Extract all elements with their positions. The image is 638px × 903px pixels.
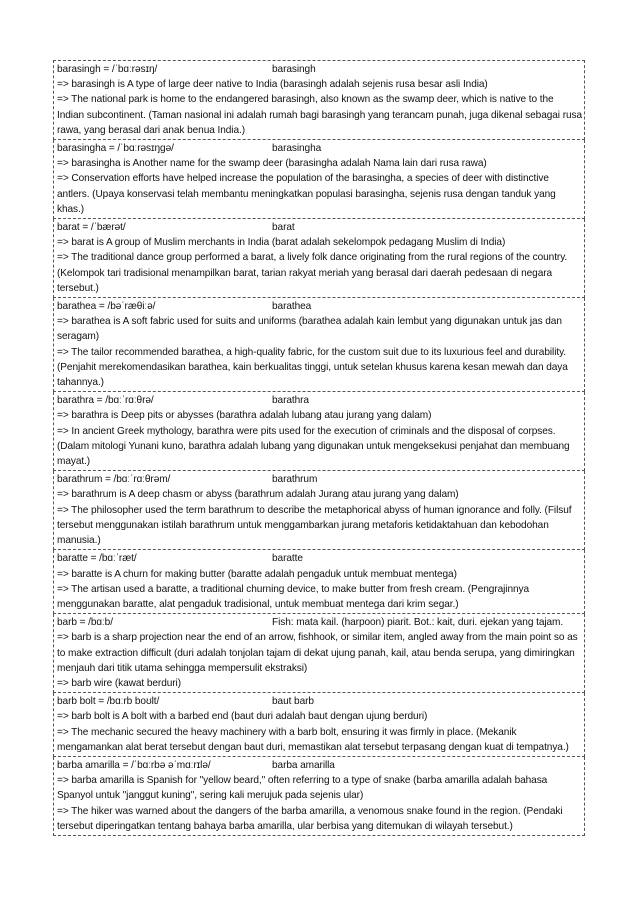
example-line: => In ancient Greek mythology, barathra were pits used for the execution of criminals and the disposal of corpses. (Dalam mitologi Yunani kuno, barathra adalah lubang yang digunakan untuk mengeksekusi penjahat dan membuang mayat.) [57, 425, 570, 468]
translation: barathrum [272, 474, 318, 486]
entry-baratte [53, 550, 585, 614]
entry-head [57, 694, 582, 709]
example-line: => barb wire (kawat berduri) [57, 677, 181, 689]
entry-head [57, 299, 582, 314]
headword: baratte = /bɑːˈræt/ [57, 553, 137, 565]
translation: barat [272, 222, 295, 234]
entry-head [57, 758, 582, 773]
headword: barasingh = /ˈbɑːrəsɪŋ/ [57, 64, 158, 75]
entry-barasingh [53, 60, 585, 140]
translation: barba amarilla [272, 759, 335, 771]
entry-head [57, 141, 582, 156]
headword: barathra = /bɑːˈrɑːθrə/ [57, 395, 154, 407]
translation: baratte [272, 553, 303, 565]
example-line: => The tailor recommended barathea, a high-quality fabric, for the custom suit due to its luxurious feel and durability. (Penjahit merekomendasikan barathea, kain berkualitas tinggi, untuk setelan khusus karena kesan mewah dan daya tahannya.) [57, 346, 568, 389]
example-line: => Conservation efforts have helped increase the population of the barasingha, a species of deer with distinctive antlers. (Upaya konservasi telah membantu meningkatkan populasi barasingha, sejenis rusa dengan tanduk yang khas.) [57, 173, 556, 215]
definition-line: => barat is A group of Muslim merchants in India (barat adalah sekelompok pedagang Muslim di India) [57, 237, 506, 249]
example-line: => The traditional dance group performed a barat, a lively folk dance originating from the rural regions of the country. (Kelompok tari tradisional menampilkan barat, tarian rakyat meriah yang berasal dari daerah pedesaan di negara tersebut.) [57, 252, 568, 294]
entry-head [57, 220, 582, 235]
headword: barasingha = /ˈbɑːrəsɪŋɡə/ [57, 143, 174, 155]
entry-head [57, 551, 582, 566]
definition-line: => barathra is Deep pits or abysses (barathra adalah lubang atau jurang yang dalam) [57, 410, 432, 422]
translation: barathea [272, 301, 312, 313]
example-line: => The mechanic secured the heavy machinery with a barb bolt, ensuring it was firmly in place. (Mekanik mengamankan alat berat tersebut dengan baut duri, memastikan alat tersebut terpasang dengan kuat di tempatnya.) [57, 726, 569, 753]
headword: barb bolt = /bɑːrb boʊlt/ [57, 696, 160, 708]
entry-head [57, 472, 582, 487]
entry-barb-bolt [53, 693, 585, 757]
headword: barathrum = /bɑːˈrɑːθrəm/ [57, 474, 171, 486]
entry-barat [53, 219, 585, 298]
entry-head [57, 62, 582, 77]
example-line: => The artisan used a baratte, a traditional churning device, to make butter from fresh cream. (Pengrajinnya menggunakan baratte, alat pengaduk tradisional, untuk membuat mentega dari krim segar.) [57, 583, 530, 610]
translation: barasingh [272, 64, 316, 75]
definition-line: => barasingha is Another name for the swamp deer (barasingha adalah Nama lain dari rusa rawa) [57, 158, 487, 170]
example-line: => The philosopher used the term barathrum to describe the metaphorical abyss of human ignorance and folly. (Filsuf tersebut menggunakan istilah barathrum untuk menggambarkan jurang metaforis ketidaktahuan dan kebodohan manusia.) [57, 504, 572, 547]
entry-head [57, 393, 582, 408]
definition-line: => barba amarilla is Spanish for "yellow beard," often referring to a type of snake (barba amarilla adalah bahasa Spanyol untuk "janggut kuning", sering kali merujuk pada sejenis ular) [57, 775, 548, 802]
definition-line: => barathea is A soft fabric used for suits and uniforms (barathea adalah kain lembut yang digunakan untuk jas dan seragam) [57, 316, 562, 343]
definition-line: => baratte is A churn for making butter (baratte adalah pengaduk untuk membuat mentega) [57, 568, 457, 580]
definition-line: => barb bolt is A bolt with a barbed end (baut duri adalah baut dengan ujung berduri) [57, 711, 428, 723]
translation: baut barb [272, 696, 314, 708]
entry-barasingha [53, 140, 585, 219]
entry-head [57, 615, 582, 630]
entry-barathea [53, 298, 585, 392]
definition-line: => barasingh is A type of large deer native to India (barasingh adalah sejenis rusa besar asli India) [57, 79, 488, 91]
entry-barb [53, 614, 585, 693]
headword: barathea = /bəˈræθiːə/ [57, 301, 156, 313]
headword: barat = /ˈbærət/ [57, 222, 126, 234]
headword: barba amarilla = /ˈbɑːrbə əˈmɑːrɪlə/ [57, 759, 211, 771]
entry-barba-amarilla [53, 757, 585, 836]
definition-line: => barathrum is A deep chasm or abyss (barathrum adalah Jurang atau jurang yang dalam) [57, 489, 459, 501]
definition-line: => barb is a sharp projection near the end of an arrow, fishhook, or similar item, angled away from the main point so as to make extraction difficult (duri adalah tonjolan tajam di dekat ujung panah, kail, atau benda serupa, yang dimiringkan menjauh dari titik utama sehingga mempersulit ekstraksi) [57, 632, 578, 674]
translation: Fish: mata kail. (harpoon) piarit. Bot.: kait, duri. ejekan yang tajam. [272, 617, 564, 629]
entry-barathrum [53, 471, 585, 550]
translation: barasingha [272, 143, 322, 155]
translation: barathra [272, 395, 309, 407]
entry-barathra [53, 392, 585, 471]
dictionary-page [53, 60, 585, 836]
headword: barb = /bɑːb/ [57, 617, 113, 629]
example-line: => The national park is home to the endangered barasingh, also known as the swamp deer, which is native to the Indian subcontinent. (Taman nasional ini adalah rumah bagi barasingh yang terancam punah, juga dikenal sebagai rusa rawa, yang berasal dari anak benua India.) [57, 94, 583, 136]
example-line: => The hiker was warned about the dangers of the barba amarilla, a venomous snake found in the region. (Pendaki tersebut diperingatkan tentang bahaya barba amarilla, ular berbisa yang ditemukan di wilayah tersebut.) [57, 805, 563, 832]
